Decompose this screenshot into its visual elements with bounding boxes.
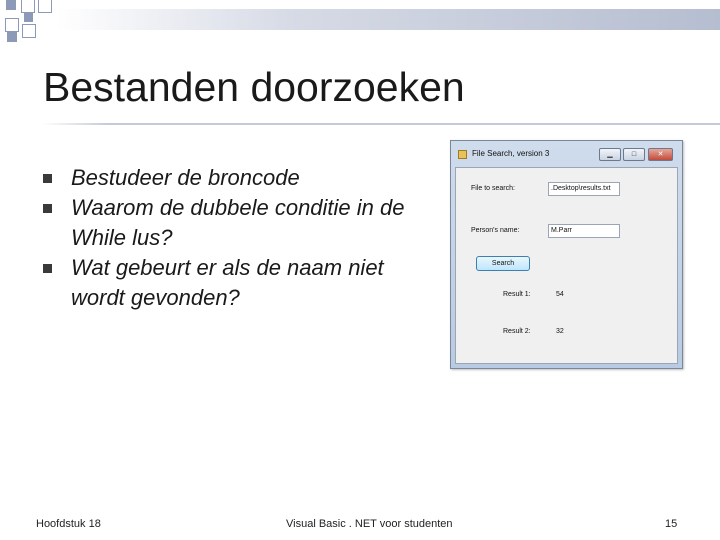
minimize-button[interactable]: ▁ — [599, 148, 621, 161]
bullet-text: Waarom de dubbele conditie in de While lus? — [71, 195, 405, 250]
slide-title: Bestanden doorzoeken — [43, 64, 465, 110]
persons-name-input[interactable]: M.Parr — [548, 224, 620, 238]
bullet-list — [41, 163, 441, 313]
result-2-value: 32 — [556, 328, 564, 335]
bullet-item — [41, 163, 441, 193]
bullet-text: Bestudeer de broncode — [71, 165, 300, 190]
app-icon — [458, 150, 467, 159]
bullet-square-icon — [43, 264, 52, 273]
bullet-item — [41, 193, 441, 253]
maximize-button[interactable]: □ — [623, 148, 645, 161]
result-1-label: Result 1: — [503, 291, 531, 298]
file-to-search-input[interactable]: .Desktop\results.txt — [548, 182, 620, 196]
file-to-search-label: File to search: — [471, 185, 515, 192]
top-banner — [56, 9, 720, 30]
bullet-square-icon — [43, 174, 52, 183]
result-2-label: Result 2: — [503, 328, 531, 335]
bullet-text: Wat gebeurt er als de naam niet wordt gevonden? — [71, 255, 384, 310]
close-button[interactable]: ✕ — [648, 148, 673, 161]
window-client-area — [455, 167, 678, 364]
persons-name-label: Person's name: — [471, 227, 520, 234]
title-divider — [41, 123, 720, 125]
file-search-window — [450, 140, 683, 369]
footer-course: Visual Basic . NET voor studenten — [286, 518, 453, 530]
window-title: File Search, version 3 — [472, 149, 550, 158]
bullet-square-icon — [43, 204, 52, 213]
search-button[interactable]: Search — [476, 256, 530, 271]
footer-page-number: 15 — [665, 518, 678, 530]
window-titlebar — [451, 141, 682, 167]
bullet-item — [41, 253, 441, 313]
footer-chapter: Hoofdstuk 18 — [36, 518, 101, 530]
result-1-value: 54 — [556, 291, 564, 298]
